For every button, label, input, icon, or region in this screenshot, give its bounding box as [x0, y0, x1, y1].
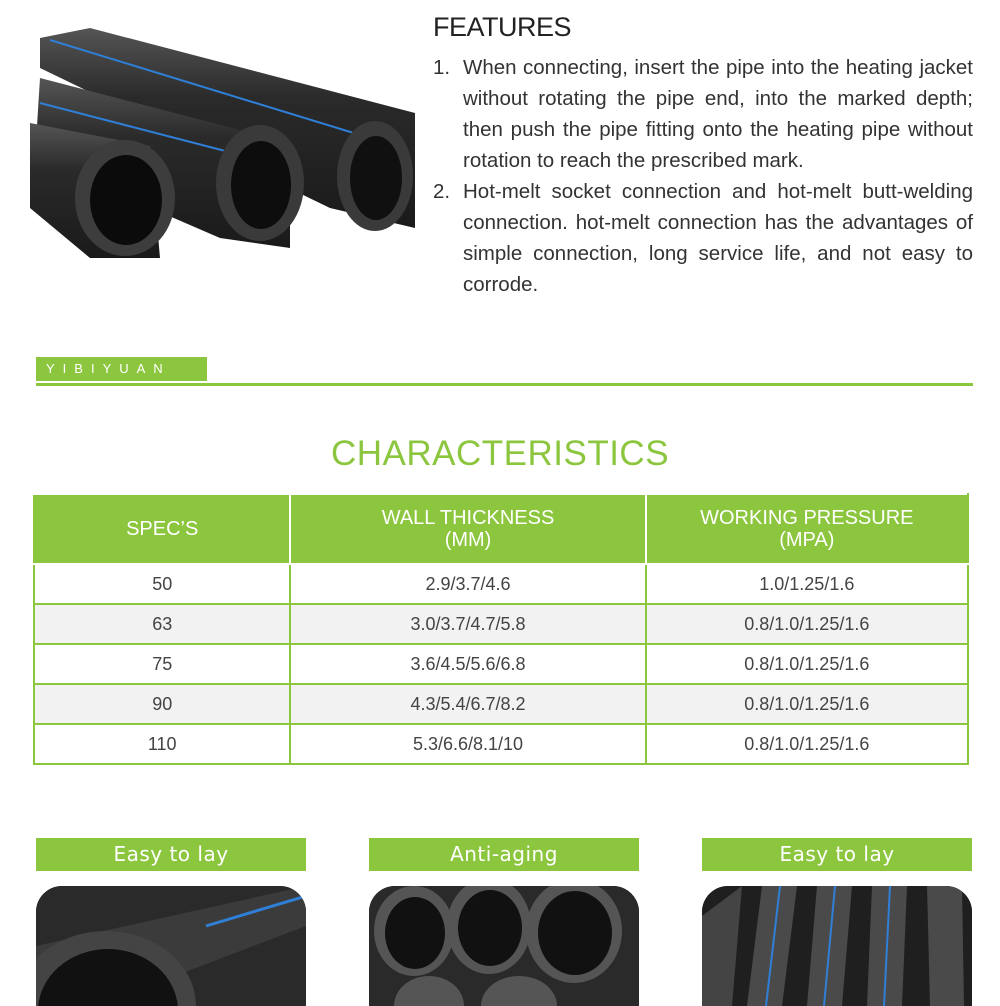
cell-spec: 90: [34, 684, 290, 724]
column-header-working-pressure: WORKING PRESSURE (MPA): [646, 494, 968, 564]
cell-spec: 110: [34, 724, 290, 764]
features-list: [433, 52, 973, 300]
cell-working-pressure: 0.8/1.0/1.25/1.6: [646, 684, 968, 724]
cell-working-pressure: 0.8/1.0/1.25/1.6: [646, 644, 968, 684]
feature-number: 1.: [433, 56, 451, 79]
divider: [36, 383, 973, 386]
pipe-photo: [369, 886, 639, 1006]
card-label: Easy to lay: [702, 838, 972, 871]
pipe-photo: [702, 886, 972, 1006]
column-header-wall-thickness: WALL THICKNESS (MM): [290, 494, 645, 564]
table-header-row: [34, 494, 968, 564]
cell-wall-thickness: 2.9/3.7/4.6: [290, 564, 645, 604]
brand-tag: YIBIYUAN: [36, 357, 207, 381]
cell-wall-thickness: 4.3/5.4/6.7/8.2: [290, 684, 645, 724]
table-row: [34, 684, 968, 724]
cell-working-pressure: 0.8/1.0/1.25/1.6: [646, 604, 968, 644]
features-title: FEATURES: [433, 12, 572, 42]
cell-spec: 50: [34, 564, 290, 604]
spec-table: [33, 493, 969, 765]
feature-item: [433, 52, 973, 176]
table-row: [34, 724, 968, 764]
table-row: [34, 644, 968, 684]
cell-wall-thickness: 3.0/3.7/4.7/5.8: [290, 604, 645, 644]
characteristics-title: CHARACTERISTICS: [330, 434, 670, 473]
column-header-spec: SPEC’S: [34, 494, 290, 564]
feature-number: 2.: [433, 180, 451, 203]
cell-wall-thickness: 3.6/4.5/5.6/6.8: [290, 644, 645, 684]
cell-wall-thickness: 5.3/6.6/8.1/10: [290, 724, 645, 764]
cell-spec: 75: [34, 644, 290, 684]
card-label: Anti-aging: [369, 838, 639, 871]
card-label: Easy to lay: [36, 838, 306, 871]
cell-working-pressure: 0.8/1.0/1.25/1.6: [646, 724, 968, 764]
cell-working-pressure: 1.0/1.25/1.6: [646, 564, 968, 604]
feature-card: [36, 838, 306, 1006]
pipe-product-image: [30, 28, 415, 263]
cell-spec: 63: [34, 604, 290, 644]
feature-item: [433, 176, 973, 300]
table-row: [34, 604, 968, 644]
feature-card: [369, 838, 639, 1006]
table-row: [34, 564, 968, 604]
feature-text: When connecting, insert the pipe into the heating jacket without rotating the pipe end, into the marked depth; then push the pipe fitting onto the heating pipe without rotation to reach the prescribed mark.: [463, 56, 973, 172]
feature-text: Hot-melt socket connection and hot-melt butt-welding connection. hot-melt connection has the advantages of simple connection, long service life, and not easy to corrode.: [463, 180, 973, 296]
pipe-photo: [36, 886, 306, 1006]
feature-card: [702, 838, 972, 1006]
